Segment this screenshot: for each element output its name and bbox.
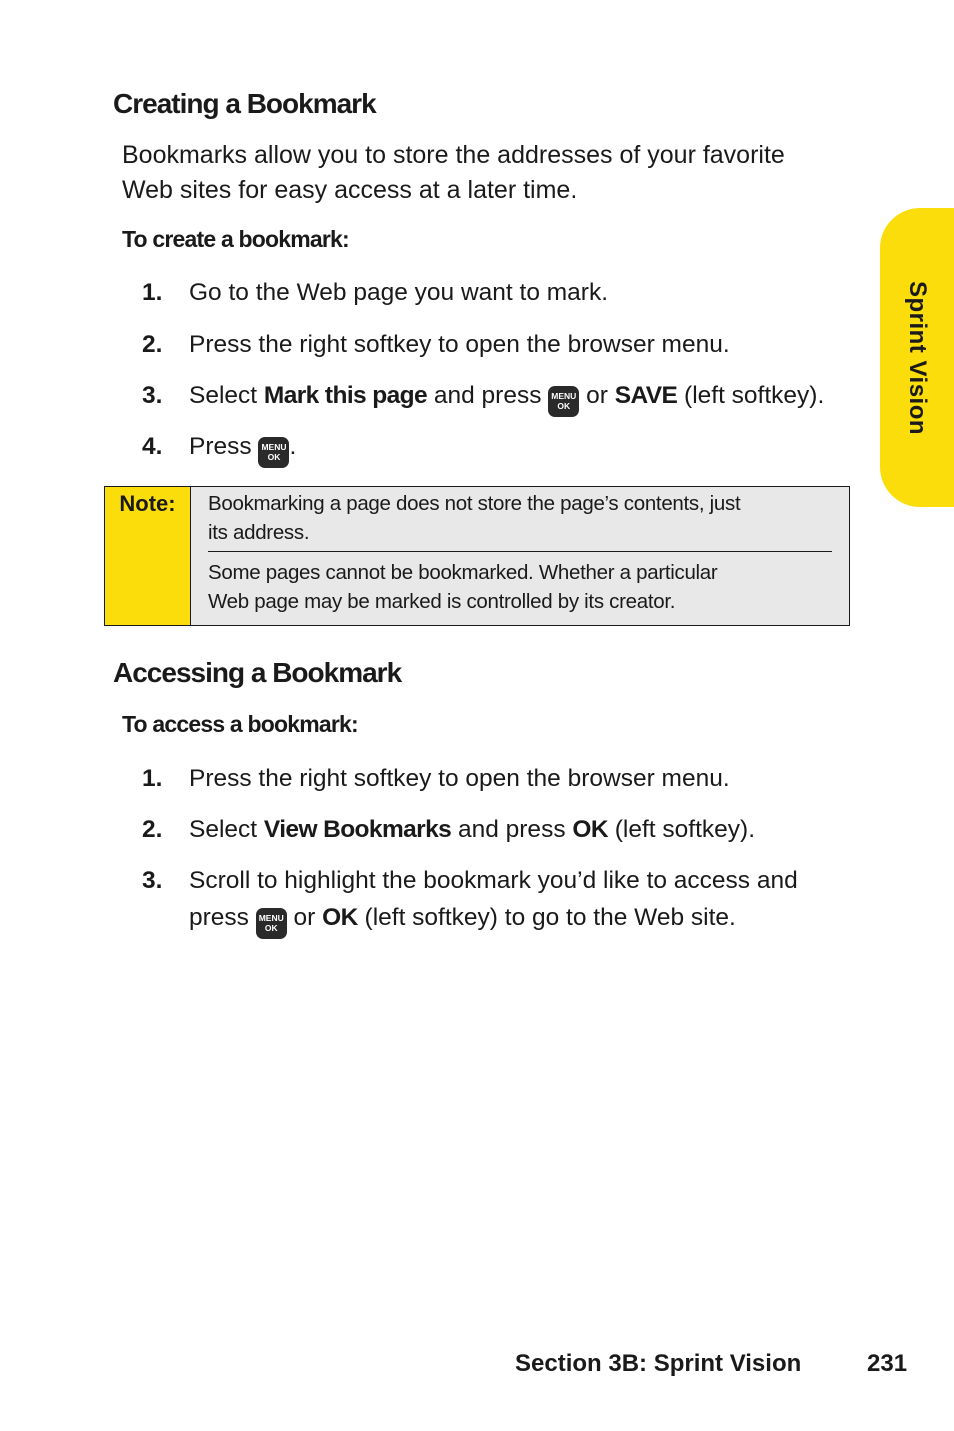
page-number: 231 [867,1350,908,1377]
intro-line: Web sites for easy access at a later time. [122,176,578,204]
menu-item-name: Mark this page [263,382,428,409]
menu-ok-key-icon: MENU OK [548,386,579,417]
step-text: Press the right softkey to open the browser menu. [189,331,730,358]
softkey-name: OK [322,904,358,931]
step-number: 2. [142,816,163,843]
step-number: 3. [142,867,163,894]
menu-ok-key-icon: MENU OK [258,437,289,468]
section-title-creating: Creating a Bookmark [113,88,376,119]
step-text: Scroll to highlight the bookmark you’d like to access and press MENU OK or OK (left softkey) to go to the Web site. [189,862,854,939]
subheading-create: To create a bookmark: [122,226,349,252]
step-text: Press the right softkey to open the browser menu. [189,765,730,792]
note-box [104,486,850,626]
step-number: 1. [142,279,163,306]
side-tab-label: Sprint Vision [904,280,931,435]
step-text: Select View Bookmarks and press OK (left softkey). [189,816,755,843]
intro-line: Bookmarks allow you to store the addresses of your favorite [122,141,785,169]
section-title-accessing: Accessing a Bookmark [113,657,402,688]
step-number: 1. [142,765,163,792]
step-text: Select Mark this page and press MENU OK or SAVE (left softkey). [189,377,854,417]
note-paragraph: Bookmarking a page does not store the page’s contents, just its address. [208,492,741,544]
subheading-access: To access a bookmark: [122,711,358,737]
softkey-name: OK [572,816,608,843]
step-number: 4. [142,433,163,460]
note-label: Note: [105,487,191,625]
step-text: Go to the Web page you want to mark. [189,279,609,306]
note-paragraph: Some pages cannot be bookmarked. Whether a particular Web page may be marked is controlled by its creator. [208,561,718,613]
note-divider [208,551,832,552]
side-tab [880,208,954,507]
footer-section: Section 3B: Sprint Vision [515,1350,802,1377]
softkey-name: SAVE [614,382,678,409]
step-number: 3. [142,382,163,409]
menu-ok-key-icon: MENU OK [256,908,287,939]
step-text: Press MENU OK . [189,428,854,468]
intro-paragraph [122,138,785,208]
menu-item-name: View Bookmarks [263,816,452,843]
step-number: 2. [142,331,163,358]
